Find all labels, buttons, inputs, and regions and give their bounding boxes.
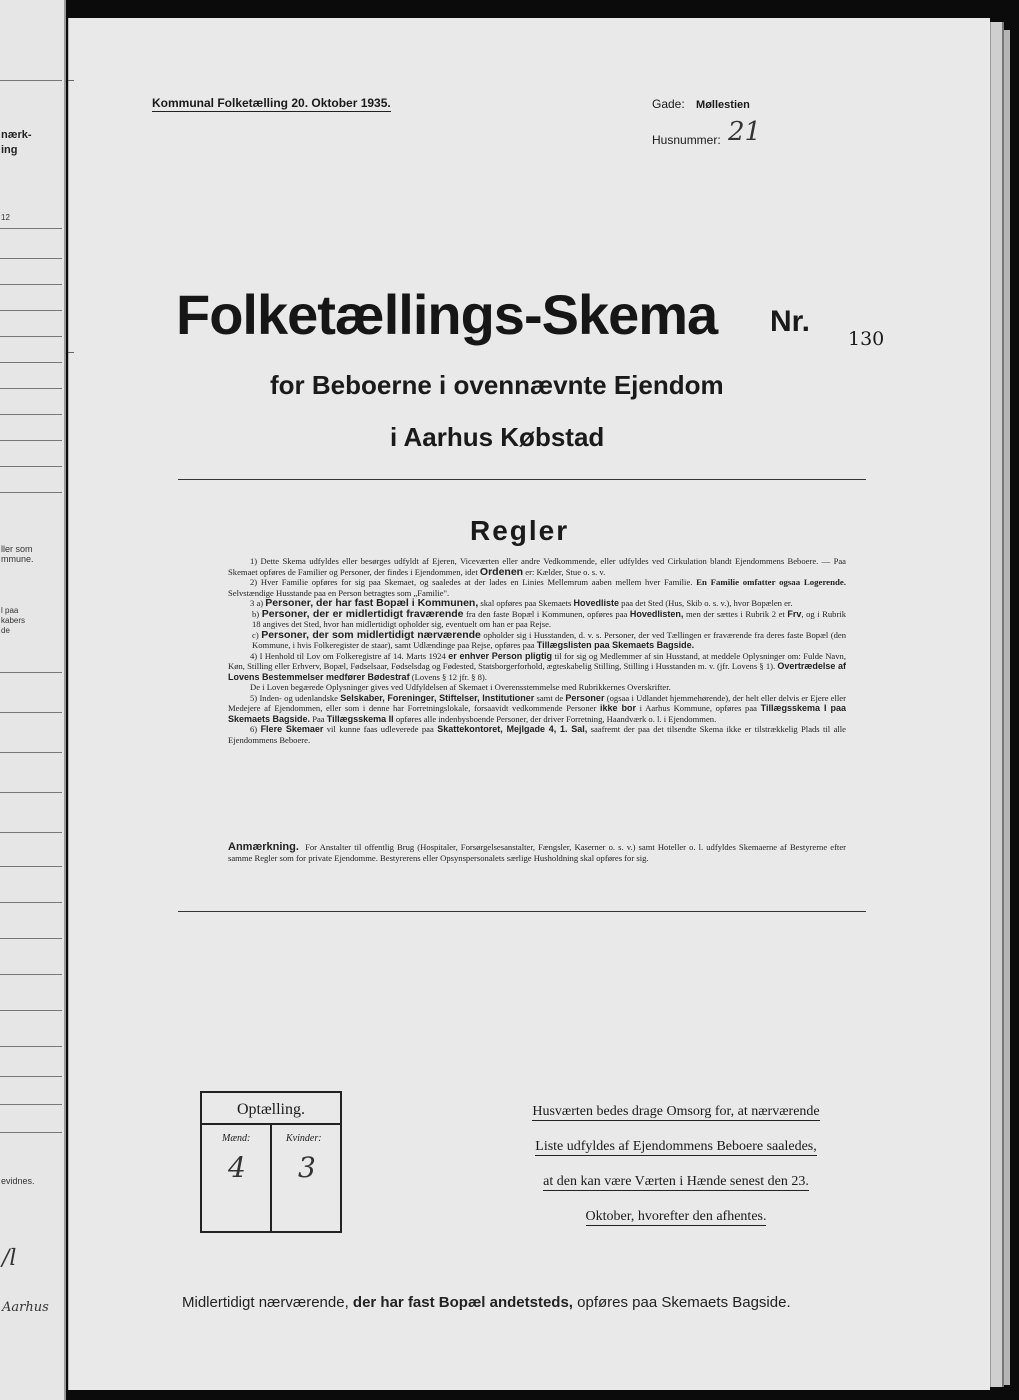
men-label: Mænd: [222,1133,251,1144]
form-subtitle: for Beboerne i ovennævnte Ejendom [270,370,724,400]
women-label: Kvinder: [286,1133,322,1144]
divider [178,911,866,912]
margin-rule [0,336,62,337]
binding-mark [68,80,74,81]
notice-line: Oktober, hvorefter den afhentes. [585,1209,767,1224]
street-value: Møllestien [696,99,750,111]
margin-fragment: nærk- ing [1,129,32,156]
margin-rule [0,414,62,415]
page-stack-edge [1004,30,1010,1385]
margin-rule [0,310,62,311]
census-header-title: Kommunal Folketælling 20. Oktober 1935. [152,96,391,110]
page-stack-edge [990,22,1004,1387]
form-title: Folketællings-Skema [176,283,718,346]
rule-3b: b) Personer, der er midlertidigt fraværende fra den faste Bopæl i Kommunen, opføres paa Hovedlisten, men der sættes i Rubrik 2 et Frv, og i Rubrik 18 angives det Sted, hvor han midlertidigt opholder sig, eventuelt om han er paa Rejse. [252,607,847,629]
margin-fragment: evidnes. [1,1176,35,1186]
margin-handwriting: /l [2,1246,17,1271]
rule-5: 5) Inden- og udenlandske Selskaber, Foreninger, Stiftelser, Institutioner samt de Personer (ogsaa i Udlandet hjemmehørende), der helt eller delvis er Ejere eller Medejere af Ejendommen, eller som i denne har Forretningslokale, forsaavidt vedkommende Personer ikke bor i Aarhus Kommune, opføres paa Tillægsskema I paa Skemaets Bagside. Paa Tillægsskema II opføres alle indenbysboende Personer, der driver Forretning, Haandværk o. l. i Ejendommen. [228,692,846,724]
margin-rule [0,832,62,833]
rule-3a: 3 a) Personer, der har fast Bopæl i Kommunen, skal opføres paa Skemaets Hovedliste paa det Sted (Hus, Skib o. s. v.), hvor Bopælen er. [250,597,793,609]
margin-rule [0,792,62,793]
margin-rule [0,1046,62,1047]
rule-4-note: De i Loven begærede Oplysninger gives ved Udfyldelsen af Skemaet i Overensstemmelse med Rubrikkernes Overskrifter. [250,682,671,692]
rule-2: 2) Hver Familie opføres for sig paa Skemaet, og saaledes at der lades en Linies Mellemrum aaben mellem hver Familie. En Familie omfatter ogsaa Logerende. Selvstændige Husstande paa en Person betragtes som „Familie". [228,577,846,598]
annotation-label: Anmærkning. [228,841,299,853]
women-count: 3 [298,1151,316,1184]
rule-4: 4) I Henhold til Lov om Folkeregistre af 14. Marts 1924 er enhver Person pligtig til for sig og Medlemmer af sin Husstand, at meddele Oplysninger om: Fulde Navn, Køn, Stilling eller Erhverv, Bopæl, Fødselsaar, Fødselsdag og Fødested, Statsborgerforhold, ægteskabelig Stilling, Stilling i Husstanden m. v. (jfr. Lovens § 1). Overtrædelse af Lovens Bestemmelser medfører Bødestraf (Lovens § 12 jfr. § 8). [228,650,846,682]
margin-fragment: ller som mmune. [1,544,34,564]
margin-rule [0,902,62,903]
margin-rule [0,1104,62,1105]
notice-line: at den kan være Værten i Hænde senest den 23. [543,1174,809,1189]
count-box [200,1091,342,1233]
rule-1: 1) Dette Skema udfyldes eller besørges udfyldt af Ejeren, Viceværten eller andre Vedkommende, eller udfyldes ved Cirkulation blandt Ejendommens Beboere. — Paa Skemaet opføres de Familier og Personer, der findes i Ejendommen, idet Ordenen er: Kælder, Stue o. s. v. [228,556,846,578]
annotation-text: For Anstalter til offentlig Brug (Hospitaler, Forsørgelsesanstalter, Fængsler, Kaserner o. s. v.) samt Hoteller o. l. udfyldes Skemaerne af Bestyrerne efter samme Regler som for private Ejendomme. Bestyrerens eller Opsynspersonalets særlige Husholdning skal opføres for sig. [228,842,846,863]
margin-rule [0,284,62,285]
margin-rule [0,440,62,441]
form-number-label: Nr. [770,305,811,338]
rules-body [228,556,846,745]
landlord-notice [496,1094,856,1234]
form-number-value: 130 [848,328,885,350]
margin-rule [0,492,62,493]
margin-rule [0,80,62,81]
margin-rule [0,1010,62,1011]
margin-rule [0,1132,62,1133]
footer-instruction: Midlertidigt nærværende, der har fast Bopæl andetsteds, opføres paa Skemaets Bagside. [182,1294,791,1311]
margin-rule [0,672,62,673]
binding-mark [68,352,74,353]
margin-fragment: 12 [1,213,10,222]
margin-handwriting: Aarhus [2,1300,49,1315]
rules-heading: Regler [470,515,570,546]
rule-3c: c) Personer, der som midlertidigt nærværende opholder sig i Husstanden, d. v. s. Personer, der ved Tællingen er fraværende fra deres faste Bopæl (den Kommune, i hvis Folkeregister de staar), samt Udlændinge paa Rejse, opføres paa Tillægslisten paa Skemaets Bagside. [252,628,846,650]
street-label: Gade: [652,97,685,111]
house-number-label: Husnummer: [652,133,721,147]
margin-fragment: l paa kabers de [1,606,26,635]
house-number-field [652,117,762,147]
margin-rule [0,388,62,389]
margin-rule [0,466,62,467]
annotation-note [228,842,846,863]
house-number-value: 21 [728,117,762,147]
notice-line: Husværten bedes drage Omsorg for, at nærværende [532,1104,820,1119]
count-box-title: Optælling. [202,1093,340,1125]
count-box-divider [270,1125,272,1233]
margin-rule [0,362,62,363]
divider [178,479,866,480]
margin-rule [0,938,62,939]
margin-rule [0,974,62,975]
margin-rule [0,228,62,229]
margin-rule [0,1076,62,1077]
men-count: 4 [228,1151,246,1184]
rule-6: 6) Flere Skemaer vil kunne faas udleverede paa Skattekontoret, Mejlgade 4, 1. Sal, saafremt der paa det tilsendte Skema ikke er tilstrækkelig Plads til alle Ejendommens Beboere. [228,724,846,745]
street-field [652,97,750,111]
margin-rule [0,752,62,753]
margin-rule [0,712,62,713]
form-subtitle-city: i Aarhus Købstad [390,422,605,452]
notice-line: Liste udfyldes af Ejendommens Beboere saaledes, [535,1139,817,1154]
margin-rule [0,866,62,867]
previous-page-edge [0,0,66,1400]
margin-rule [0,258,62,259]
